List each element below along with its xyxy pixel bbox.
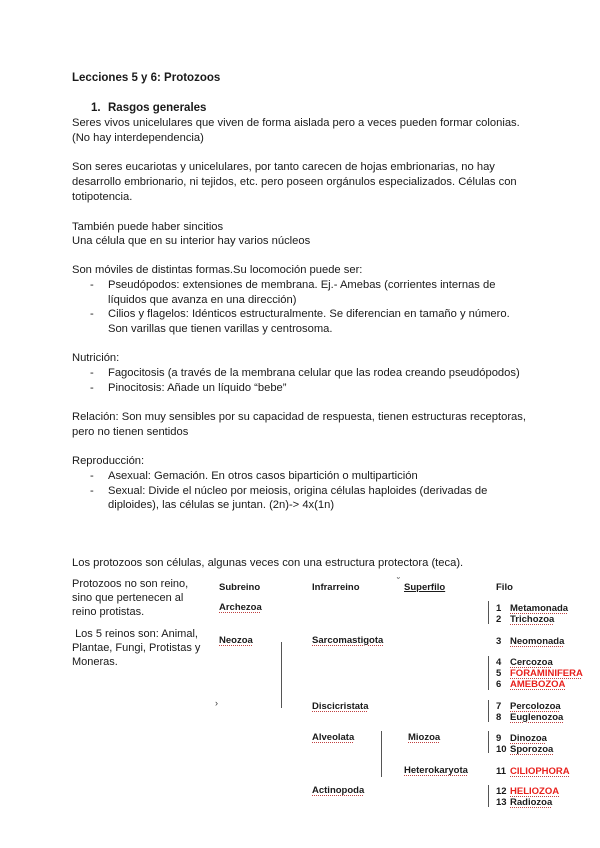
- nutrition-item: - Fagocitosis (a través de la membrana celular que las rodea creando pseudópodos): [90, 367, 520, 379]
- phylum-item: [496, 614, 554, 625]
- bracket-line: [488, 731, 489, 753]
- phylum-item: [496, 744, 553, 755]
- phylum-number: 7: [496, 701, 502, 712]
- infrarreino-alveolata: Alveolata: [312, 732, 355, 743]
- paragraph-line: Son móviles de distintas formas.Su locomoción puede ser:: [72, 264, 363, 276]
- phylum-name: Sporozoa: [510, 744, 554, 755]
- header-infrarreino: Infrarreino: [312, 582, 360, 593]
- phylum-item: [496, 766, 570, 777]
- reproduction-label: Reproducción:: [72, 455, 145, 467]
- phylum-number: 12: [496, 786, 507, 797]
- section-number: 1.: [91, 102, 101, 114]
- phylum-name: Radiozoa: [510, 797, 553, 808]
- bracket-line: [488, 785, 489, 807]
- superfilo-miozoa: Miozoa: [408, 732, 441, 743]
- subreino-neozoa: Neozoa: [219, 635, 253, 646]
- paragraph-line: Seres vivos unicelulares que viven de forma aislada pero a veces pueden formar colonias.: [72, 117, 520, 129]
- phylum-name: FORAMINIFERA: [510, 668, 583, 679]
- phylum-item: [496, 636, 564, 647]
- phylum-name: AMEBOZOA: [510, 679, 566, 690]
- subreino-archezoa: Archezoa: [219, 602, 262, 613]
- chevron-mark: ›: [215, 698, 218, 708]
- infrarreino-sarcomastigota: Sarcomastigota: [312, 635, 384, 646]
- sidenote-kingdom: Protozoos no son reino, sino que pertenecen al reino protistas.: [72, 578, 189, 618]
- phylum-item: [496, 657, 553, 668]
- phylum-item: [496, 701, 561, 712]
- phylum-item: [496, 603, 568, 614]
- phylum-number: 1: [496, 603, 502, 614]
- phylum-number: 11: [496, 766, 507, 777]
- bracket-line: [488, 601, 489, 624]
- paragraph-line: desarrollo embrionario, ni tejidos, etc. pero poseen orgánulos especializados. Células con: [72, 176, 517, 188]
- phylum-name: Percolozoa: [510, 701, 561, 712]
- phylum-name: CILIOPHORA: [510, 766, 570, 777]
- phylum-name: HELIOZOA: [510, 786, 560, 797]
- phylum-number: 9: [496, 733, 502, 744]
- tilde-mark: ˘: [397, 576, 400, 586]
- phylum-item: [496, 786, 559, 797]
- locomotion-item-cont: Son varillas que tienen varillas y centrosoma.: [108, 323, 333, 335]
- paragraph-line: También puede haber sincitios: [72, 221, 224, 233]
- phylum-item: [496, 797, 552, 808]
- bracket-line: [281, 642, 282, 708]
- relation-line: pero no tienen sentidos: [72, 426, 189, 438]
- phylum-item: [496, 668, 583, 679]
- phylum-name: Neomonada: [510, 636, 565, 647]
- reproduction-item-asexual: - Asexual: Gemación. En otros casos bipartición o multipartición: [90, 470, 418, 482]
- reproduction-item-sexual-cont: diploides), las células se juntan. (2n)-> 4x(1n): [108, 499, 335, 511]
- phylum-number: 2: [496, 614, 502, 625]
- phylum-name: Dinozoa: [510, 733, 547, 744]
- section-heading: [91, 101, 206, 116]
- infrarreino-actinopoda: Actinopoda: [312, 785, 365, 796]
- infrarreino-discicristata: Discicristata: [312, 701, 369, 712]
- reproduction-item-sexual: - Sexual: Divide el núcleo por meiosis, origina células haploides (derivadas de: [90, 485, 488, 497]
- relation-line: Relación: Son muy sensibles por su capacidad de respuesta, tienen estructuras receptoras,: [72, 411, 526, 423]
- phylum-number: 10: [496, 744, 507, 755]
- bracket-line: [488, 656, 489, 690]
- phylum-name: Cercozoa: [510, 657, 553, 668]
- locomotion-item: - Cilios y flagelos: Idénticos estructuralmente. Se diferencian en tamaño y número.: [90, 308, 510, 320]
- section-title: Rasgos generales: [108, 102, 207, 114]
- phylum-name: Trichozoa: [510, 614, 555, 625]
- phylum-number: 6: [496, 679, 502, 690]
- document-title: Lecciones 5 y 6: Protozoos: [72, 72, 221, 84]
- header-filo: Filo: [496, 582, 513, 593]
- paragraph-line: totipotencia.: [72, 191, 133, 203]
- paragraph-line: Una célula que en su interior hay varios núcleos: [72, 235, 311, 247]
- phylum-number: 5: [496, 668, 502, 679]
- phylum-name: Euglenozoa: [510, 712, 564, 723]
- nutrition-item: - Pinocitosis: Añade un líquido “bebe”: [90, 382, 287, 394]
- header-superfilo: Superfilo: [404, 582, 446, 593]
- phylum-number: 8: [496, 712, 502, 723]
- locomotion-item: - Pseudópodos: extensiones de membrana. Ej.- Amebas (corrientes internas de: [90, 279, 496, 291]
- sidenote-five-kingdoms: Los 5 reinos son: Animal, Plantae, Fungi, Protistas y Moneras.: [72, 628, 204, 668]
- bracket-line: [381, 731, 382, 777]
- bracket-line: [488, 700, 489, 722]
- phylum-number: 3: [496, 636, 502, 647]
- header-subreino: Subreino: [219, 582, 261, 593]
- phylum-name: Metamonada: [510, 603, 569, 614]
- superfilo-heterokaryota: Heterokaryota: [404, 765, 468, 776]
- nutrition-label: Nutrición:: [72, 352, 120, 364]
- phylum-item: [496, 679, 565, 690]
- phylum-item: [496, 733, 547, 744]
- locomotion-item-cont: líquidos que avanza en una dirección): [108, 294, 297, 306]
- paragraph-line: (No hay interdependencia): [72, 132, 204, 144]
- phylum-number: 13: [496, 797, 507, 808]
- teca-line: Los protozoos son células, algunas veces con una estructura protectora (teca).: [72, 557, 464, 569]
- paragraph-line: Son seres eucariotas y unicelulares, por tanto carecen de hojas embrionarias, no hay: [72, 161, 495, 173]
- phylum-number: 4: [496, 657, 502, 668]
- phylum-item: [496, 712, 563, 723]
